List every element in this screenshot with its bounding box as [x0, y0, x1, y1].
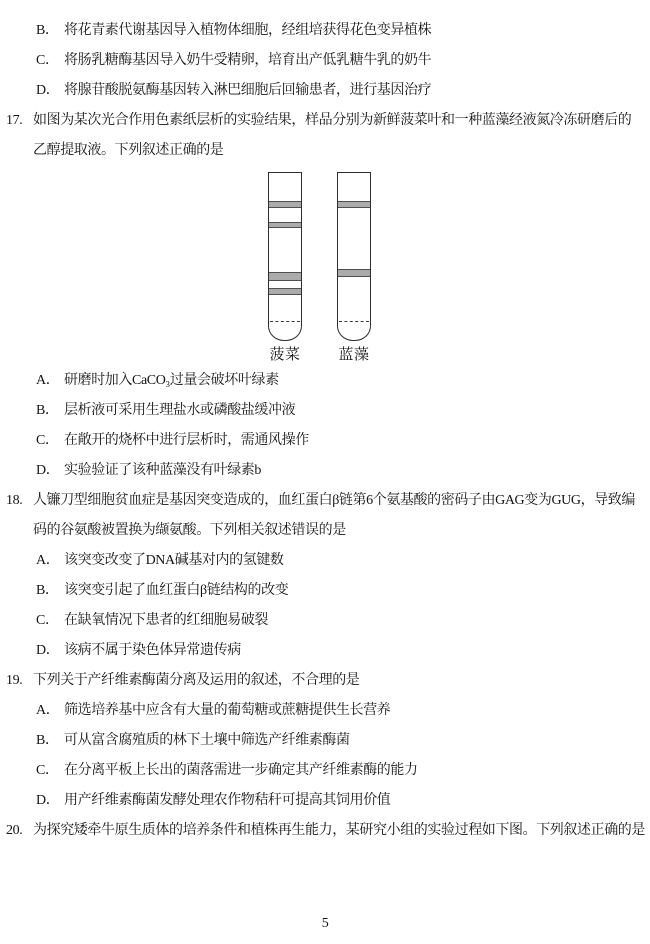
question-18-option-d — [6, 636, 632, 666]
option-text: 将花青素代谢基因导入植物体细胞，经组培获得花色变异植株 — [64, 23, 432, 38]
option-label: B． — [36, 403, 59, 418]
solvent-front-dashed-line — [270, 321, 300, 322]
chromatography-figure — [6, 166, 632, 366]
question-17-stem-line2: 乙醇提取液。下列叙述正确的是 — [33, 143, 224, 158]
option-text: 将肠乳糖酶基因导入奶牛受精卵，培育出产低乳糖牛乳的奶牛 — [64, 53, 432, 68]
option-label: A． — [36, 703, 60, 718]
option-label: C． — [36, 613, 59, 628]
question-17-option-d — [6, 456, 632, 486]
question-16-option-b — [6, 16, 632, 46]
chromatography-strip-cyanobacteria — [337, 172, 371, 341]
option-label: A． — [36, 373, 60, 388]
pigment-band — [269, 272, 301, 281]
question-19-option-b — [6, 726, 632, 756]
option-label: D． — [36, 83, 60, 98]
question-17-option-c — [6, 426, 632, 456]
question-stem: 为探究矮牵牛原生质体的培养条件和植株再生能力，某研究小组的实验过程如下图。下列叙述正确的是 — [33, 823, 645, 838]
option-text: 可从富含腐殖质的林下土壤中筛选产纤维素酶菌 — [64, 733, 350, 748]
question-19-stem — [6, 666, 632, 696]
option-text: 在分离平板上长出的菌落需进一步确定其产纤维素酶的能力 — [64, 763, 418, 778]
question-number: 17. — [6, 113, 23, 128]
question-18-option-b — [6, 576, 632, 606]
question-number: 18. — [6, 493, 23, 508]
question-19-option-a — [6, 696, 632, 726]
question-19-option-d — [6, 786, 632, 816]
option-label: D． — [36, 793, 60, 808]
option-text: 将腺苷酸脱氨酶基因转入淋巴细胞后回输患者，进行基因治疗 — [64, 83, 432, 98]
question-stem: 人镰刀型细胞贫血症是基因突变造成的，血红蛋白β链第6个氨基酸的密码子由GAG变为GUG，导致编 — [33, 493, 635, 508]
option-text: 该突变引起了血红蛋白β链结构的改变 — [64, 583, 289, 598]
option-text: 筛选培养基中应含有大量的葡萄糖或蔗糖提供生长营养 — [64, 703, 391, 718]
option-text: 在敞开的烧杯中进行层析时，需通风操作 — [64, 433, 309, 448]
pigment-band — [269, 222, 301, 228]
strip-label-cyanobacteria: 蓝藻 — [338, 347, 370, 363]
question-20-stem — [6, 816, 645, 846]
question-18-option-a — [6, 546, 632, 576]
option-text: 实验验证了该种蓝藻没有叶绿素b — [64, 463, 261, 478]
option-label: C． — [36, 763, 59, 778]
pigment-band — [269, 201, 301, 208]
question-16-option-c — [6, 46, 632, 76]
question-18-stem-line2: 码的谷氨酸被置换为缬氨酸。下列相关叙述错误的是 — [33, 523, 346, 538]
option-text: 在缺氧情况下患者的红细胞易破裂 — [64, 613, 268, 628]
option-label: B． — [36, 583, 59, 598]
question-number: 19. — [6, 673, 23, 688]
chromatography-strip-spinach — [268, 172, 302, 341]
question-stem: 下列关于产纤维素酶菌分离及运用的叙述，不合理的是 — [33, 673, 360, 688]
question-17-option-b — [6, 396, 632, 426]
option-label: C． — [36, 433, 59, 448]
option-text: 该病不属于染色体异常遗传病 — [64, 643, 241, 658]
question-number: 20. — [6, 823, 23, 838]
option-label: C． — [36, 53, 59, 68]
option-label: B． — [36, 23, 59, 38]
option-label: D． — [36, 643, 60, 658]
question-18-option-c — [6, 606, 632, 636]
question-stem: 如图为某次光合作用色素纸层析的实验结果，样品分别为新鲜菠菜叶和一种蓝藻经液氮冷冻研磨后的 — [33, 113, 632, 128]
question-19-option-c — [6, 756, 632, 786]
question-16-option-d — [6, 76, 632, 106]
pigment-band — [269, 288, 301, 295]
pigment-band — [338, 269, 370, 277]
solvent-front-dashed-line — [339, 321, 369, 322]
question-17-option-a — [6, 366, 632, 396]
question-17-stem-line1 — [6, 106, 632, 136]
option-text: 层析液可采用生理盐水或磷酸盐缓冲液 — [64, 403, 296, 418]
option-label: D． — [36, 463, 60, 478]
strip-label-spinach: 菠菜 — [269, 347, 301, 363]
option-label: B． — [36, 733, 59, 748]
option-text: 研磨时加入CaCO₃过量会破坏叶绿素 — [64, 373, 279, 388]
option-text: 该突变改变了DNA碱基对内的氢键数 — [64, 553, 284, 568]
pigment-band — [338, 201, 370, 208]
option-text: 用产纤维素酶菌发酵处理农作物秸秆可提高其饲用价值 — [64, 793, 391, 808]
question-18-stem-line1 — [6, 486, 635, 516]
option-label: A． — [36, 553, 60, 568]
page-number: 5 — [321, 916, 329, 931]
